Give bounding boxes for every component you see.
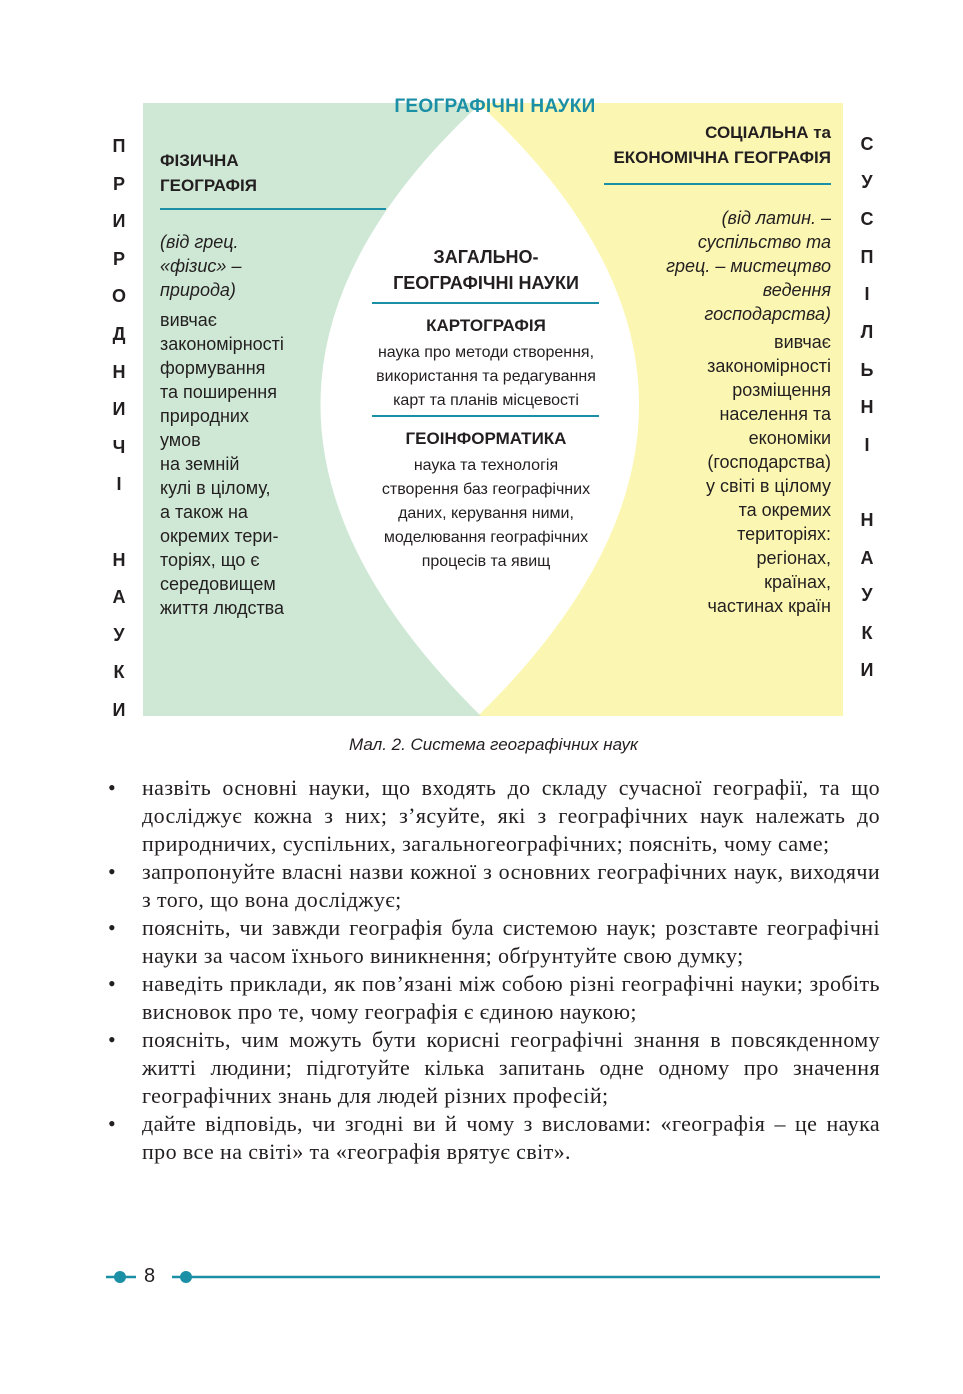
bullet-dot: •	[108, 1111, 117, 1136]
bullet-dot: •	[108, 915, 117, 940]
bullet-dot: •	[108, 859, 117, 884]
right-vertical-label	[852, 126, 882, 690]
task-item	[108, 774, 880, 858]
left-vertical-letter: О	[111, 286, 126, 307]
figure-caption: Мал. 2. Система географічних наук	[348, 735, 639, 754]
physical-description: вивчає закономірності формування та поширення природних умов на земній кулі в цілому, а також на окремих тери- торіях, що є середовищем життя людства	[160, 310, 285, 618]
task-item	[108, 1026, 880, 1110]
page-footer	[100, 1262, 890, 1292]
bullet-dot: •	[108, 971, 117, 996]
left-vertical-letter: Р	[112, 173, 125, 194]
left-vertical-letter: Д	[112, 323, 126, 344]
task-item	[108, 914, 880, 970]
task-text: назвіть основні науки, що входять до складу сучасної географії, та що досліджує кожна з них; з’ясуйте, які з географічних наук належать до природничих, суспільних, загальногеографічних; поясніть, чому саме;	[142, 775, 880, 856]
right-vertical-letter	[852, 464, 882, 502]
left-vertical-label	[104, 128, 134, 730]
diagram-title: ГЕОГРАФІЧНІ НАУКИ	[394, 96, 596, 117]
left-vertical-letter: И	[112, 399, 126, 420]
right-vertical-letter: У	[861, 171, 873, 192]
left-vertical-letter: У	[113, 624, 125, 645]
task-item	[108, 858, 880, 914]
right-vertical-letter: Ь	[860, 359, 874, 380]
left-vertical-letter: П	[112, 136, 126, 156]
geoinformatics-text: наука та технологія створення баз географічних даних, керування ними, моделювання географічних процесів та явищ	[381, 457, 591, 570]
social-description: вивчає закономірності розміщення населення та економіки (господарства) у світі в цілому та окремих територіях: регіонах, країнах, частинах країн	[706, 332, 831, 616]
left-vertical-letter: Р	[112, 248, 125, 269]
right-vertical-letter: С	[860, 209, 874, 230]
dot-icon	[114, 1271, 126, 1283]
page-number: 8	[144, 1265, 156, 1287]
task-item	[108, 970, 880, 1026]
left-vertical-letter: И	[112, 699, 126, 720]
right-vertical-letter: Л	[860, 321, 874, 342]
right-vertical-letter: І	[864, 434, 870, 455]
physical-rule	[160, 208, 386, 210]
right-vertical-letter: У	[861, 585, 873, 606]
cartography-heading: КАРТОГРАФІЯ	[426, 316, 546, 335]
task-text: поясніть, чим можуть бути корисні географічні знання в повсякденному житті людини; підготуйте кілька запитань одне одному про значення географічних знань для людей різних професій;	[142, 1027, 880, 1108]
general-heading: ЗАГАЛЬНО- ГЕОГРАФІЧНІ НАУКИ	[393, 247, 579, 293]
task-list	[108, 774, 880, 1166]
left-vertical-letter: Н	[112, 361, 126, 382]
left-vertical-letter	[104, 504, 134, 542]
right-vertical-letter: Н	[860, 509, 874, 530]
left-vertical-letter: К	[113, 662, 125, 683]
right-vertical-letter: А	[860, 547, 874, 568]
left-vertical-letter: Ч	[112, 436, 126, 457]
bullet-dot: •	[108, 775, 117, 800]
social-etymology: (від латин. – суспільство та грец. – мистецтво ведення господарства)	[666, 208, 831, 324]
social-rule	[604, 183, 831, 185]
right-vertical-letter: Н	[860, 397, 874, 418]
footer-ornament	[100, 1262, 890, 1292]
left-vertical-letter: И	[112, 211, 126, 232]
left-vertical-letter: Н	[112, 549, 126, 570]
social-heading: СОЦІАЛЬНА та ЕКОНОМІЧНА ГЕОГРАФІЯ	[613, 123, 831, 167]
right-vertical-letter: С	[860, 134, 874, 154]
geoinformatics-heading: ГЕОІНФОРМАТИКА	[405, 429, 567, 448]
right-vertical-letter: П	[860, 246, 874, 267]
cartography-text: наука про методи створення, використання та редагування карт та планів місцевості	[376, 344, 596, 409]
right-vertical-letter: К	[861, 622, 873, 643]
task-text: поясніть, чи завжди географія була системою наук; розставте географічні науки за часом їхнього виникнення; обґрунтуйте свою думку;	[142, 915, 880, 968]
left-vertical-letter: А	[112, 587, 126, 608]
task-text: наведіть приклади, як пов’язані між собою різні географічні науки; зробіть висновок про те, чому географія є єдиною наукою;	[142, 971, 880, 1024]
physical-etymology: (від грец. «фізис» – природа)	[160, 232, 242, 300]
general-rule-top	[372, 302, 599, 304]
general-rule-mid	[372, 415, 599, 417]
physical-heading: ФІЗИЧНА ГЕОГРАФІЯ	[160, 151, 257, 195]
left-vertical-letter: І	[116, 474, 122, 495]
task-text: запропонуйте власні назви кожної з основних географічних наук, виходячи з того, що вона досліджує;	[142, 859, 880, 912]
right-vertical-letter: И	[860, 660, 874, 681]
task-item	[108, 1110, 880, 1166]
task-text: дайте відповідь, чи згодні ви й чому з висловами: «географія – це наука про все на світі» та «географія врятує світ».	[142, 1111, 880, 1164]
right-vertical-letter: І	[864, 284, 870, 305]
bullet-dot: •	[108, 1027, 117, 1052]
